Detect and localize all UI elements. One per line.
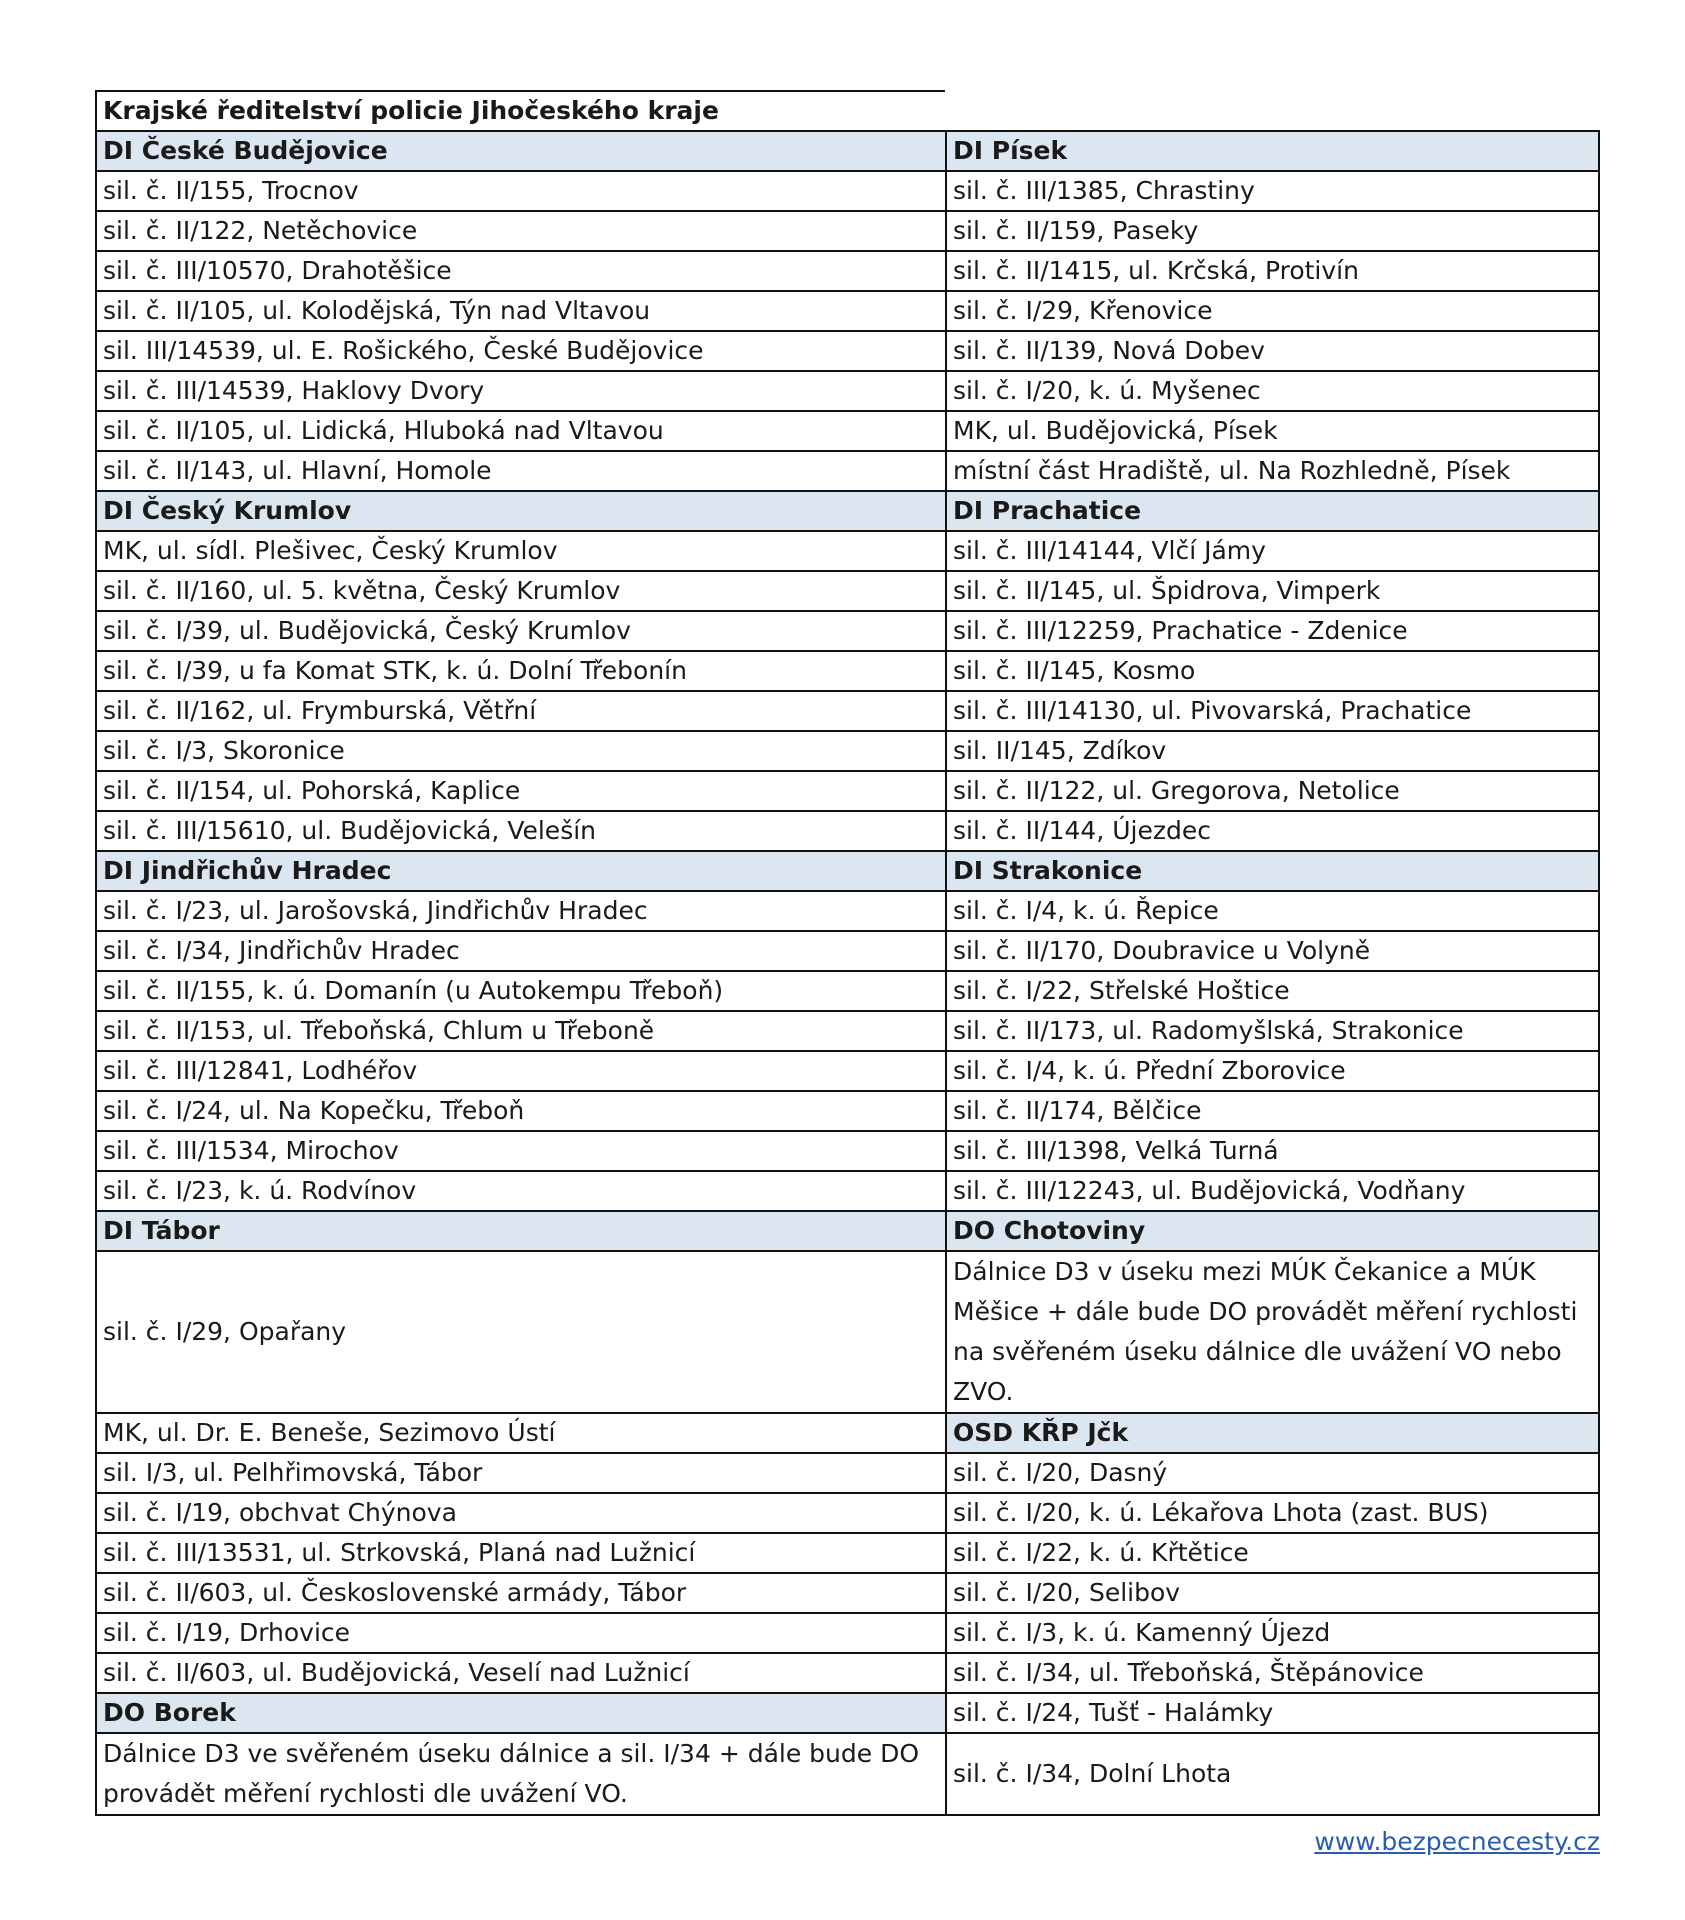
table-cell-right: sil. č. III/12243, ul. Budějovická, Vodňany [945, 1172, 1600, 1212]
table-row [95, 1052, 1600, 1092]
table-row [95, 1574, 1600, 1614]
table-cell-right: sil. č. I/4, k. ú. Řepice [945, 892, 1600, 932]
table-cell-left: sil. č. II/155, Trocnov [95, 172, 945, 212]
section-header-left: DI Tábor [95, 1212, 945, 1252]
table-row [95, 812, 1600, 852]
section-header-left: DO Borek [95, 1694, 945, 1734]
table-row [95, 1614, 1600, 1654]
table-cell-right: sil. č. I/20, k. ú. Lékařova Lhota (zast. BUS) [945, 1494, 1600, 1534]
table-cell-left: sil. č. I/19, Drhovice [95, 1614, 945, 1654]
table-row [95, 212, 1600, 252]
table-row [95, 572, 1600, 612]
table-cell-left: sil. č. I/23, k. ú. Rodvínov [95, 1172, 945, 1212]
table-cell-right: MK, ul. Budějovická, Písek [945, 412, 1600, 452]
table-body [95, 132, 1600, 1816]
table-row [95, 412, 1600, 452]
table-row [95, 1092, 1600, 1132]
table-cell-left: sil. č. I/3, Skoronice [95, 732, 945, 772]
table-cell-right: sil. II/145, Zdíkov [945, 732, 1600, 772]
table-row [95, 532, 1600, 572]
table-row [95, 1012, 1600, 1052]
table-cell-left: sil. č. I/34, Jindřichův Hradec [95, 932, 945, 972]
table-cell-left: sil. č. II/105, ul. Kolodějská, Týn nad Vltavou [95, 292, 945, 332]
table-cell-left: sil. č. II/153, ul. Třeboňská, Chlum u Třeboně [95, 1012, 945, 1052]
table-cell-left: sil. č. II/603, ul. Československé armády, Tábor [95, 1574, 945, 1614]
table-cell-right: sil. č. II/173, ul. Radomyšlská, Strakonice [945, 1012, 1600, 1052]
table-row [95, 372, 1600, 412]
table-cell-left: MK, ul. sídl. Plešivec, Český Krumlov [95, 532, 945, 572]
table-row [95, 492, 1600, 532]
table-cell-right: sil. č. I/4, k. ú. Přední Zborovice [945, 1052, 1600, 1092]
table-cell-left: sil. č. II/162, ul. Frymburská, Větřní [95, 692, 945, 732]
table-row [95, 292, 1600, 332]
table-cell-right: sil. č. I/20, Dasný [945, 1454, 1600, 1494]
table-row [95, 732, 1600, 772]
table-cell-left: sil. č. II/143, ul. Hlavní, Homole [95, 452, 945, 492]
table-cell-right: sil. č. I/34, ul. Třeboňská, Štěpánovice [945, 1654, 1600, 1694]
table-cell-right: sil. č. III/14144, Vlčí Jámy [945, 532, 1600, 572]
title-empty-cell [945, 90, 1600, 132]
table-cell-left: sil. č. II/105, ul. Lidická, Hluboká nad Vltavou [95, 412, 945, 452]
table-row [95, 132, 1600, 172]
table-row [95, 252, 1600, 292]
table-cell-right: sil. č. II/174, Bělčice [945, 1092, 1600, 1132]
table-row [95, 332, 1600, 372]
table-title: Krajské ředitelství policie Jihočeského kraje [95, 90, 945, 132]
table-cell-right: sil. č. III/1398, Velká Turná [945, 1132, 1600, 1172]
table-cell-right: sil. č. I/22, k. ú. Křtětice [945, 1534, 1600, 1574]
table-cell-left: sil. č. I/19, obchvat Chýnova [95, 1494, 945, 1534]
table-cell-right: sil. č. I/20, k. ú. Myšenec [945, 372, 1600, 412]
table-row [95, 1494, 1600, 1534]
table-cell-left: sil. č. I/29, Opařany [95, 1252, 945, 1414]
table-cell-left: sil. č. II/603, ul. Budějovická, Veselí nad Lužnicí [95, 1654, 945, 1694]
table-cell-right: sil. č. I/3, k. ú. Kamenný Újezd [945, 1614, 1600, 1654]
table-cell-right: sil. č. II/170, Doubravice u Volyně [945, 932, 1600, 972]
section-header-left: DI České Budějovice [95, 132, 945, 172]
table-cell-left: sil. č. III/15610, ul. Budějovická, Velešín [95, 812, 945, 852]
table-row [95, 1694, 1600, 1734]
table-row [95, 1172, 1600, 1212]
table-cell-left: sil. č. II/122, Netěchovice [95, 212, 945, 252]
section-header-right: DI Strakonice [945, 852, 1600, 892]
table-row [95, 892, 1600, 932]
table-cell-left: sil. č. I/24, ul. Na Kopečku, Třeboň [95, 1092, 945, 1132]
table-row [95, 1534, 1600, 1574]
table-cell-left: sil. č. III/12841, Lodhéřov [95, 1052, 945, 1092]
table-cell-right: sil. č. III/14130, ul. Pivovarská, Prachatice [945, 692, 1600, 732]
table-cell-left: sil. č. III/14539, Haklovy Dvory [95, 372, 945, 412]
section-header-right: DI Prachatice [945, 492, 1600, 532]
table-row [95, 772, 1600, 812]
table-row [95, 652, 1600, 692]
table-row [95, 1454, 1600, 1494]
section-header-right: OSD KŘP Jčk [945, 1414, 1600, 1454]
table-cell-left: sil. III/14539, ul. E. Rošického, České Budějovice [95, 332, 945, 372]
table-row [95, 1414, 1600, 1454]
table-cell-left: sil. č. II/154, ul. Pohorská, Kaplice [95, 772, 945, 812]
table-cell-right: sil. č. II/144, Újezdec [945, 812, 1600, 852]
table-cell-right: sil. č. II/145, Kosmo [945, 652, 1600, 692]
table-cell-left: MK, ul. Dr. E. Beneše, Sezimovo Ústí [95, 1414, 945, 1454]
speed-measurement-table [95, 90, 1600, 1816]
table-cell-left: sil. I/3, ul. Pelhřimovská, Tábor [95, 1454, 945, 1494]
table-row [95, 692, 1600, 732]
table-cell-left: sil. č. III/10570, Drahotěšice [95, 252, 945, 292]
table-cell-right: Dálnice D3 v úseku mezi MÚK Čekanice a MÚK Měšice + dále bude DO provádět měření rychlosti na svěřeném úseku dálnice dle uvážení VO nebo ZVO. [945, 1252, 1600, 1414]
table-title-row [95, 90, 1600, 132]
section-header-right: DO Chotoviny [945, 1212, 1600, 1252]
table-cell-right: místní část Hradiště, ul. Na Rozhledně, Písek [945, 452, 1600, 492]
table-row [95, 972, 1600, 1012]
table-cell-right: sil. č. II/122, ul. Gregorova, Netolice [945, 772, 1600, 812]
table-cell-left: Dálnice D3 ve svěřeném úseku dálnice a sil. I/34 + dále bude DO provádět měření rychlosti dle uvážení VO. [95, 1734, 945, 1816]
table-row [95, 1734, 1600, 1816]
table-row [95, 1212, 1600, 1252]
table-cell-right: sil. č. I/29, Křenovice [945, 292, 1600, 332]
table-row [95, 932, 1600, 972]
table-cell-right: sil. č. II/139, Nová Dobev [945, 332, 1600, 372]
table-cell-left: sil. č. III/13531, ul. Strkovská, Planá nad Lužnicí [95, 1534, 945, 1574]
table-cell-right: sil. č. II/145, ul. Špidrova, Vimperk [945, 572, 1600, 612]
table-cell-left: sil. č. II/155, k. ú. Domanín (u Autokempu Třeboň) [95, 972, 945, 1012]
table-row [95, 1252, 1600, 1414]
section-header-left: DI Český Krumlov [95, 492, 945, 532]
table-row [95, 172, 1600, 212]
footer-link[interactable]: www.bezpecnecesty.cz [1314, 1827, 1600, 1856]
table-row [95, 1654, 1600, 1694]
table-row [95, 1132, 1600, 1172]
table-cell-left: sil. č. I/39, ul. Budějovická, Český Krumlov [95, 612, 945, 652]
section-header-right: DI Písek [945, 132, 1600, 172]
table-row [95, 452, 1600, 492]
table-cell-right: sil. č. III/1385, Chrastiny [945, 172, 1600, 212]
table-cell-left: sil. č. III/1534, Mirochov [95, 1132, 945, 1172]
table-cell-right: sil. č. I/20, Selibov [945, 1574, 1600, 1614]
table-cell-left: sil. č. I/23, ul. Jarošovská, Jindřichův Hradec [95, 892, 945, 932]
table-cell-right: sil. č. II/159, Paseky [945, 212, 1600, 252]
table-cell-left: sil. č. I/39, u fa Komat STK, k. ú. Dolní Třebonín [95, 652, 945, 692]
table-cell-left: sil. č. II/160, ul. 5. května, Český Krumlov [95, 572, 945, 612]
table-cell-right: sil. č. I/24, Tušť - Halámky [945, 1694, 1600, 1734]
table-row [95, 612, 1600, 652]
table-cell-right: sil. č. II/1415, ul. Krčská, Protivín [945, 252, 1600, 292]
table-cell-right: sil. č. I/22, Střelské Hoštice [945, 972, 1600, 1012]
table-row [95, 852, 1600, 892]
table-cell-right: sil. č. I/34, Dolní Lhota [945, 1734, 1600, 1816]
table-cell-right: sil. č. III/12259, Prachatice - Zdenice [945, 612, 1600, 652]
section-header-left: DI Jindřichův Hradec [95, 852, 945, 892]
